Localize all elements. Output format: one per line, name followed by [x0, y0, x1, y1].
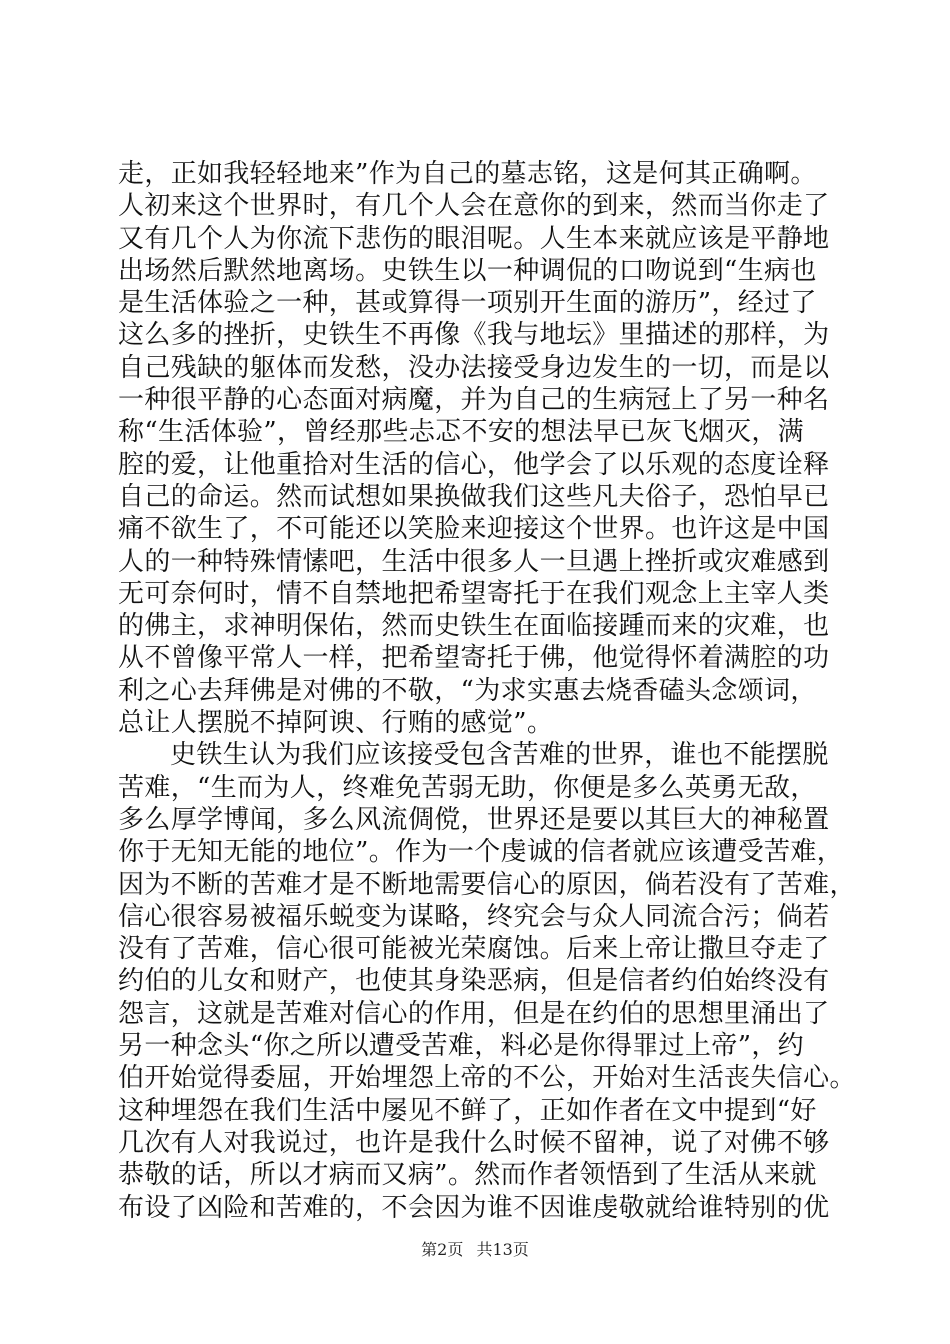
text-line: 利之心去拜佛是对佛的不敬，“为求实惠去烧香磕头念颂词，: [118, 675, 817, 706]
text-line: 自己残缺的躯体而发愁，没办法接受身边发生的一切，而是以: [118, 352, 830, 383]
paragraph-start-line: 史铁生认为我们应该接受包含苦难的世界，谁也不能摆脱: [170, 740, 829, 771]
text-line: 从不曾像平常人一样，把希望寄托于佛，他觉得怀着满腔的功: [118, 643, 830, 674]
text-line: 痛不欲生了，不可能还以笑脸来迎接这个世界。也许这是中国: [118, 514, 830, 545]
text-line: 走，正如我轻轻地来”作为自己的墓志铭，这是何其正确啊。: [118, 159, 817, 189]
text-line: 称“生活体验”，曾经那些忐忑不安的想法早已灰飞烟灭，满: [118, 417, 805, 448]
text-line: 恭敬的话，所以才病而又病”。然而作者领悟到了生活从来就: [118, 1160, 817, 1191]
text-line: 这种埋怨在我们生活中屡见不鲜了，正如作者在文中提到“好: [118, 1095, 817, 1126]
page-number: 第2页: [421, 1240, 464, 1259]
text-line: 人初来这个世界时，有几个人会在意你的到来，然而当你走了: [118, 191, 830, 222]
page-footer: [0, 1240, 950, 1260]
text-line: 无可奈何时，情不自禁地把希望寄托于在我们观念上主宰人类: [118, 578, 830, 609]
total-pages: 共13页: [476, 1240, 529, 1259]
text-line: 人的一种特殊情愫吧，生活中很多人一旦遇上挫折或灾难感到: [118, 546, 830, 577]
text-line: 约伯的儿女和财产，也使其身染恶病，但是信者约伯始终没有: [118, 966, 830, 997]
text-line: 一种很平静的心态面对病魔，并为自己的生病冠上了另一种名: [118, 385, 830, 416]
text-line: 这么多的挫折，史铁生不再像《我与地坛》里描述的那样，为: [118, 320, 830, 351]
text-line: 伯开始觉得委屈，开始埋怨上帝的不公，开始对生活丧失信心。: [118, 1063, 856, 1094]
text-line: 出场然后默然地离场。史铁生以一种调侃的口吻说到“生病也: [118, 255, 817, 286]
text-line: 又有几个人为你流下悲伤的眼泪呢。人生本来就应该是平静地: [118, 223, 830, 254]
text-line: 没有了苦难，信心很可能被光荣腐蚀。后来上帝让撒旦夺走了: [118, 934, 830, 965]
text-line: 怨言，这就是苦难对信心的作用，但是在约伯的思想里涌出了: [118, 998, 830, 1029]
text-line: 的佛主，求神明保佑，然而史铁生在面临接踵而来的灾难，也: [118, 611, 830, 642]
text-line: 信心很容易被福乐蜕变为谋略，终究会与众人同流合污；倘若: [118, 901, 830, 932]
text-line: 布设了凶险和苦难的，不会因为谁不因谁虔敬就给谁特别的优: [118, 1192, 830, 1223]
text-line: 总让人摆脱不掉阿谀、行贿的感觉”。: [118, 708, 554, 739]
text-line: 苦难，“生而为人，终难免苦弱无助，你便是多么英勇无敌，: [118, 772, 817, 803]
body-text: [118, 158, 856, 1224]
text-line: 另一种念头“你之所以遭受苦难，料必是你得罪过上帝”，约: [118, 1031, 805, 1062]
text-line: 多么厚学博闻，多么风流倜傥，世界还是要以其巨大的神秘置: [118, 804, 830, 835]
text-line: 因为不断的苦难才是不断地需要信心的原因，倘若没有了苦难，: [118, 869, 856, 900]
text-line: 几次有人对我说过，也许是我什么时候不留神，说了对佛不够: [118, 1127, 830, 1158]
text-line: 你于无知无能的地位”。作为一个虔诚的信者就应该遭受苦难，: [118, 837, 844, 868]
text-line: 腔的爱，让他重拾对生活的信心，他学会了以乐观的态度诠释: [118, 449, 830, 480]
text-line: 是生活体验之一种，甚或算得一项别开生面的游历”，经过了: [118, 288, 817, 319]
text-line: 自己的命运。然而试想如果换做我们这些凡夫俗子，恐怕早已: [118, 481, 830, 512]
